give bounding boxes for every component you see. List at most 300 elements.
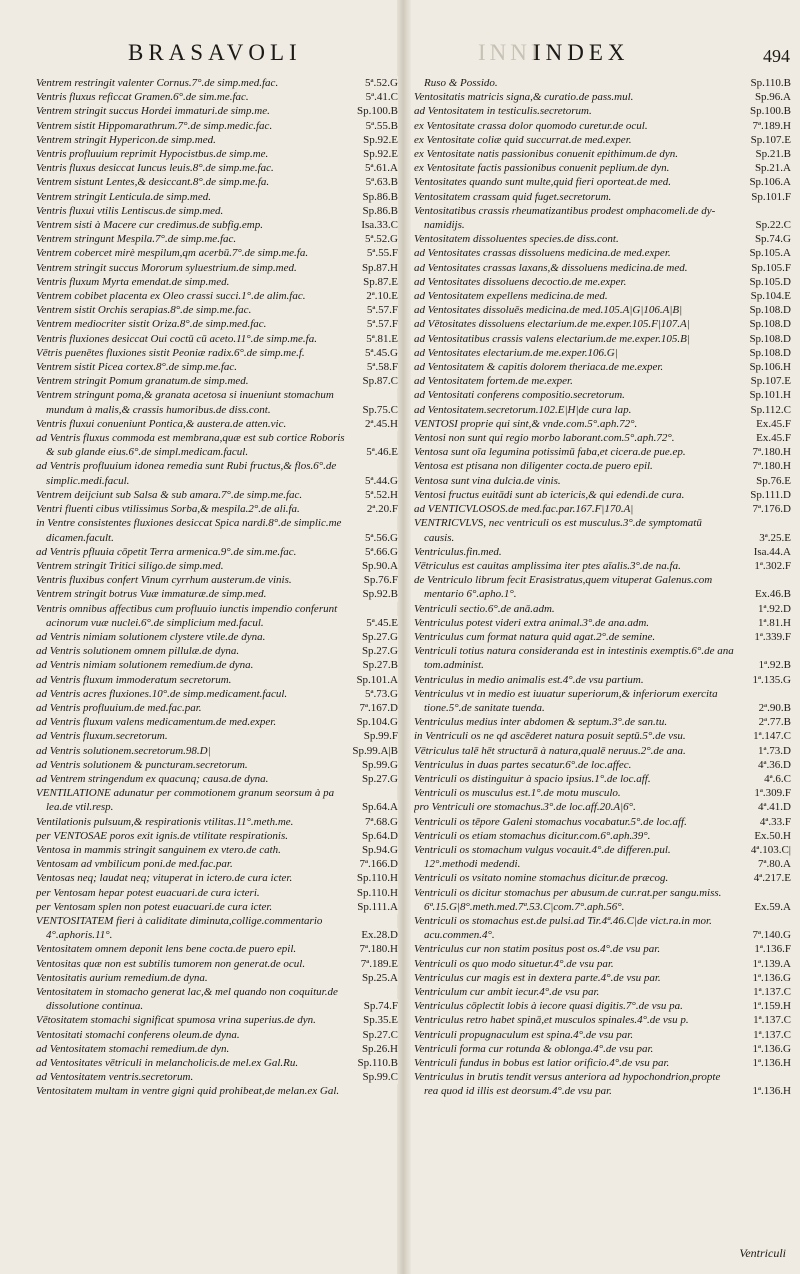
index-entry (36, 786, 398, 800)
right-running-head: INDEX (533, 40, 630, 65)
entry-reference: 1ª.309.F (751, 786, 791, 800)
index-entry (414, 474, 791, 488)
index-entry (36, 772, 398, 786)
entry-text: ad Ventositati conferens compositio.secretorum. (414, 389, 625, 402)
entry-text: Ventilationis pulsuum,& respirationis vtilitas.11°.meth.me. (36, 815, 294, 828)
entry-reference: 7ª.176.D (750, 502, 791, 516)
index-entry (414, 673, 791, 687)
index-entry (36, 687, 398, 701)
index-entry (414, 871, 791, 885)
entry-reference: Sp.96.A (752, 90, 791, 104)
entry-reference: 2ª.45.H (362, 417, 398, 431)
show-through-text: INNI (478, 40, 543, 65)
index-entry (414, 815, 791, 829)
entry-text: Vētositatem stomachi significat spumosa vrina superius.de dyn. (36, 1014, 316, 1027)
index-entry (36, 133, 398, 147)
entry-text: Ventrem sistunt Lentes,& desiccant.8°.de simp.me.fa. (36, 176, 270, 189)
entry-reference: Sp.110.H (354, 871, 398, 885)
index-entry (36, 275, 398, 289)
index-entry (414, 488, 791, 502)
entry-text: ad Ventrem stringendum ex quacunq; causa.de dyna. (36, 772, 269, 785)
entry-text: ad Ventositatem & capitis dolorem theriaca.de me.exper. (414, 361, 664, 374)
entry-reference: Sp.105.A (746, 246, 791, 260)
index-entry (414, 119, 791, 133)
entry-text: Ventosi non sunt qui regio morbo laborant.com.5°.aph.72°. (414, 432, 675, 445)
index-entry (414, 1042, 791, 1056)
entry-reference: 1ª.139.A (750, 957, 791, 971)
index-entry (414, 388, 791, 402)
entry-text: Ventositatem in stomacho generat lac,& mel quando non coquitur.de (36, 986, 338, 998)
catchword: Ventriculi (739, 1246, 786, 1260)
index-entry (414, 701, 791, 715)
entry-text: ad Ventris nimiam solutionem clystere vtile.de dyna. (36, 630, 266, 643)
entry-text: Ventriculus cum format natura quid agat.2°.de semine. (414, 630, 656, 643)
index-entry (36, 204, 398, 218)
entry-reference: 1ª.339.F (751, 630, 791, 644)
entry-text: Ventriculus potest videri extra animal.3°.de ana.adm. (414, 616, 650, 629)
entry-reference: 5ª.41.C (363, 90, 398, 104)
index-entry (414, 445, 791, 459)
index-entry (414, 459, 791, 473)
entry-reference: 4ª.103.C| (748, 843, 791, 857)
entry-text: ad Ventositatibus crassis valens electarium.de me.exper.105.B| (414, 332, 690, 345)
entry-text: Ventosa est ptisana non diligenter cocta.de puero epil. (414, 460, 653, 473)
index-entry (36, 261, 398, 275)
entry-reference: 5ª.56.G (362, 531, 398, 545)
index-entry (414, 573, 791, 587)
index-entry (36, 289, 398, 303)
entry-text: simplic.medi.facul. (46, 474, 130, 487)
entry-text: Ventosam ad vmbilicum poni.de med.fac.par. (36, 858, 233, 871)
index-entry (36, 942, 398, 956)
entry-text: in Ventre consistentes fluxiones desiccat Spica nardi.8°.de simplic.me (36, 517, 342, 530)
entry-text: Ventrem stringit Hypericon.de simp.med. (36, 133, 216, 146)
index-entry (36, 374, 398, 388)
entry-text: Ventrem sistit Orchis serapias.8°.de simp.me.fac. (36, 304, 252, 317)
entry-text: ad Ventris profluuium idonea remedia sunt Rubi fructus,& flos.6°.de (36, 460, 337, 473)
index-entry (414, 161, 791, 175)
entry-reference: Sp.92.E (360, 133, 398, 147)
entry-reference: 5ª.52.G (362, 76, 398, 90)
entry-reference: Sp.87.E (360, 275, 398, 289)
entry-reference: 5ª.44.G (362, 474, 398, 488)
index-entry (36, 488, 398, 502)
index-entry (414, 204, 791, 218)
entry-text: Ventositatem crassam quid fuget.secretorum. (414, 190, 612, 203)
entry-reference: 7ª.180.H (750, 459, 791, 473)
entry-reference: 7ª.189.E (358, 957, 398, 971)
index-entry (36, 104, 398, 118)
entry-reference: Sp.106.H (746, 360, 791, 374)
entry-text: Ventrem stringit succus Mororum syluestrium.de simp.med. (36, 261, 297, 274)
entry-reference: Sp.27.C (360, 1028, 398, 1042)
entry-text: Ventosa in mammis stringit sanguinem ex vtero.de cath. (36, 843, 281, 856)
entry-reference: Sp.99.G (359, 758, 398, 772)
entry-text: Ventosa sunt vina dulcia.de vinis. (414, 474, 561, 487)
entry-text: Ventrem stringit succus Hordei immaturi.de simp.me. (36, 105, 270, 118)
entry-reference: Sp.110.B (747, 76, 791, 90)
entry-reference: 1ª.159.H (750, 999, 791, 1013)
entry-reference: Sp.26.H (359, 1042, 398, 1056)
entry-text: Ventositates quando sunt multe,quid fieri oporteat.de med. (414, 176, 671, 189)
entry-reference: Sp.108.D (746, 332, 791, 346)
entry-reference: 5ª.45.G (362, 346, 398, 360)
entry-reference: 5ª.52.H (362, 488, 398, 502)
entry-reference: 1ª.147.C (750, 729, 791, 743)
index-entry (36, 76, 398, 90)
entry-reference: 7ª.167.D (357, 701, 398, 715)
entry-reference: 5ª.55.B (363, 119, 398, 133)
index-entry (36, 459, 398, 473)
entry-reference: 7ª.140.G (750, 928, 791, 942)
index-entry (36, 445, 398, 459)
entry-text: Ventriculus retro habet spinā,et musculos spinales.4°.de vsu p. (414, 1014, 689, 1027)
entry-reference: Sp.90.A (359, 559, 398, 573)
entry-reference: Sp.106.A (746, 175, 791, 189)
entry-reference: Sp.111.A (354, 900, 398, 914)
index-entry (36, 119, 398, 133)
index-entry (36, 190, 398, 204)
index-entry (414, 999, 791, 1013)
entry-text: Ventosa sunt oīa legumina potissimū faba,et cicera.de pue.ep. (414, 446, 686, 459)
entry-text: ad Ventositates dissoluēs medicina.de med.105.A|G|106.A|B| (414, 304, 683, 317)
entry-text: Ventrem stringit Lenticula.de simp.med. (36, 190, 211, 203)
entry-text: Ventositas quæ non est subtilis tumorem non generat.de ocul. (36, 957, 306, 970)
entry-text: lea.de vtil.resp. (46, 801, 114, 814)
entry-text: Ventrem deijciunt sub Salsa & sub amara.7°.de simp.me.fac. (36, 488, 303, 501)
entry-reference: Ex.45.F (753, 417, 791, 431)
entry-text: Ventrem restringit valenter Cornus.7°.de simp.med.fac. (36, 77, 279, 89)
entry-reference: Sp.101.H (746, 388, 791, 402)
index-entry (414, 516, 791, 530)
entry-text: Ventriculi os stomachum vulgus vocauit.4°.de differen.pul. (414, 843, 671, 856)
index-entry (36, 1013, 398, 1027)
entry-text: Ruso & Possido. (424, 77, 498, 89)
index-entry (36, 829, 398, 843)
entry-text: Ventris fluxui vtilis Lentiscus.de simp.med. (36, 204, 224, 217)
index-entry (36, 147, 398, 161)
entry-reference: 1ª.92.D (755, 602, 791, 616)
index-entry (36, 346, 398, 360)
index-entry (414, 957, 791, 971)
index-entry (36, 715, 398, 729)
entry-reference: 1ª.81.H (755, 616, 791, 630)
entry-reference: Sp.21.A (752, 161, 791, 175)
index-entry (414, 104, 791, 118)
entry-reference: Ex.45.F (753, 431, 791, 445)
index-entry (414, 658, 791, 672)
entry-reference: Sp.99.A|B (349, 744, 398, 758)
left-running-head: BRASAVOLI (128, 40, 302, 65)
entry-text: Ventositatem multam in ventre gigni quid prohibeat,de melan.ex Gal. (36, 1085, 340, 1098)
index-entry (36, 303, 398, 317)
index-entry (414, 360, 791, 374)
entry-reference: 5ª.45.E (363, 616, 398, 630)
entry-text: ex Ventositate factis passionibus conuenit peplium.de dyn. (414, 162, 670, 175)
index-entry (414, 417, 791, 431)
entry-text: Ventri fluenti cibus vtilissimus Sorba,& mespila.2°.de ali.fa. (36, 503, 300, 516)
entry-reference: Sp.86.B (360, 204, 398, 218)
entry-text: Ventriculi os dicitur stomachus per abusum.de cur.rat.per sangu.miss. (414, 886, 722, 899)
entry-text: pro Ventriculi ore stomachus.3°.de loc.aff.20.A|6°. (414, 801, 636, 814)
entry-reference: Sp.110.B (354, 1056, 398, 1070)
entry-text: de Ventriculo librum fecit Erasistratus,quem vituperat Galenus.com (414, 574, 713, 587)
entry-reference: Ex.46.B (752, 587, 791, 601)
index-entry (36, 744, 398, 758)
entry-text: Ventrem sistit Picea cortex.8°.de simp.me.fac. (36, 361, 238, 374)
entry-reference: Sp.107.E (748, 133, 791, 147)
entry-reference: 1ª.137.C (750, 1028, 791, 1042)
index-entry (414, 275, 791, 289)
index-entry (36, 658, 398, 672)
entry-text: Ventris profluuium reprimit Hypocistbus.de simp.me. (36, 148, 269, 161)
entry-text: dissolutione continua. (46, 1000, 144, 1013)
entry-reference: Sp.108.D (746, 303, 791, 317)
entry-text: ad Ventositates crassas laxans,& dissoluens medicina.de med. (414, 261, 688, 274)
entry-reference: 5ª.81.E (363, 332, 398, 346)
entry-reference: Ex.50.H (751, 829, 791, 843)
index-entry (414, 346, 791, 360)
entry-text: Ventositatem dissoluentes species.de diss.cont. (414, 233, 619, 246)
entry-text: Ventriculi sectio.6°.de anā.adm. (414, 602, 555, 615)
entry-text: & sub glande eius.6°.de simpl.medicam.facul. (46, 446, 249, 459)
index-entry (414, 971, 791, 985)
entry-text: Ventriculi os quo modo situetur.4°.de vsu par. (414, 957, 614, 970)
entry-text: Vētriculus talē hēt structurā à natura,qualē neruus.2°.de ana. (414, 744, 686, 757)
entry-text: Vētris puenētes fluxiones sistit Peoniæ radix.6°.de simp.me.f. (36, 346, 305, 359)
entry-reference: 1ª.136.H (750, 1056, 791, 1070)
entry-reference: 7ª.80.A (755, 857, 791, 871)
index-entry (36, 246, 398, 260)
entry-text: Ventris fluxus reficcat Gramen.6°.de sim.me.fac. (36, 91, 249, 104)
entry-text: namidijs. (424, 219, 465, 232)
index-entry (36, 388, 398, 402)
index-entry (36, 559, 398, 573)
entry-reference: 5ª.57.F (364, 303, 398, 317)
entry-text: Ventriculi os stomachus est.de pulsi.ad Tir.4ª.46.C|de vict.ra.in mor. (414, 914, 712, 927)
index-entry (36, 161, 398, 175)
index-entry (414, 289, 791, 303)
index-entry (414, 1028, 791, 1042)
index-entry (36, 843, 398, 857)
entry-reference: 1ª.92.B (756, 658, 791, 672)
entry-text: ad Ventositatem in testiculis.secretorum. (414, 105, 592, 118)
index-entry (414, 687, 791, 701)
entry-text: Ventosas neq; laudat neq; vituperat in ictero.de cura icter. (36, 872, 293, 885)
left-index-column (36, 76, 398, 1099)
index-entry (36, 90, 398, 104)
entry-text: rea quod id illis est deorsum.4°.de vsu par. (424, 1085, 612, 1098)
entry-text: per Ventosam splen non potest euacuari.de cura icter. (36, 900, 273, 913)
entry-reference: Sp.76.F (361, 573, 398, 587)
index-entry (36, 602, 398, 616)
entry-text: Ventositatis matricis signa,& curatio.de pass.mul. (414, 91, 634, 104)
entry-text: Ventris fluxui conueniunt Pontica,& austera.de atten.vic. (36, 417, 287, 430)
entry-text: Ventrem cobercet mirè mespilum,qm acerbū.7°.de simp.me.fa. (36, 247, 309, 260)
index-entry (414, 1070, 791, 1084)
index-entry (36, 914, 398, 928)
index-entry (36, 985, 398, 999)
entry-reference: 5ª.66.G (362, 545, 398, 559)
entry-reference: Sp.35.E (360, 1013, 398, 1027)
entry-text: ad Ventris nimiam solutionem remedium.de dyna. (36, 659, 254, 672)
entry-reference: 4ª.217.E (751, 871, 791, 885)
index-entry (414, 900, 791, 914)
entry-reference: 7ª.180.H (750, 445, 791, 459)
entry-text: Ventriculi os musculus est.1°.de motu musculo. (414, 787, 621, 800)
entry-reference: Sp.105.F (748, 261, 791, 275)
entry-reference: 2ª.20.F (364, 502, 398, 516)
entry-text: 6ª.15.G|8°.meth.med.7ª.53.C|com.7°.aph.56°. (424, 900, 625, 913)
entry-text: ex Ventositate crassa dolor quomodo curetur.de ocul. (414, 119, 648, 132)
index-entry (36, 1056, 398, 1070)
index-entry (36, 531, 398, 545)
entry-text: ad Ventris fluxum immoderatum secretorum. (36, 673, 232, 686)
entry-reference: 4ª.36.D (755, 758, 791, 772)
entry-text: Ventrem stringit Tritici siligo.de simp.med. (36, 559, 224, 572)
entry-text: 12°.methodi medendi. (424, 858, 521, 871)
entry-reference: Sp.92.E (360, 147, 398, 161)
entry-reference: 1ª.137.C (750, 1013, 791, 1027)
index-entry (36, 232, 398, 246)
entry-reference: Sp.76.E (753, 474, 791, 488)
entry-reference: 1ª.136.H (750, 1084, 791, 1098)
index-entry (414, 374, 791, 388)
entry-text: ad Ventris solutionem.secretorum.98.D| (36, 744, 211, 757)
entry-text: ad Ventositatem fortem.de me.exper. (414, 375, 573, 388)
entry-text: Ventrem stringunt poma,& granata acetosa si inueniunt stomachum (36, 389, 334, 402)
index-entry (36, 587, 398, 601)
entry-text: Ventrem stringit Pomum granatum.de simp.med. (36, 375, 249, 388)
index-entry (414, 616, 791, 630)
entry-reference: 1ª.136.F (751, 942, 791, 956)
index-entry (414, 829, 791, 843)
entry-text: Ventris omnibus affectibus cum profluuio iunctis impendio conferunt (36, 602, 338, 615)
entry-reference: 7ª.166.D (357, 857, 398, 871)
entry-reference: 2ª.90.B (756, 701, 791, 715)
entry-text: Ventositatibus crassis rheumatizantibus prodest omphacomeli.de dy- (414, 204, 716, 217)
index-entry (414, 190, 791, 204)
index-entry (414, 729, 791, 743)
entry-reference: Sp.21.B (753, 147, 791, 161)
index-entry (414, 147, 791, 161)
entry-text: ex Ventositate natis passionibus conuenit epithimum.de dyn. (414, 148, 678, 161)
index-entry (414, 800, 791, 814)
index-entry (36, 758, 398, 772)
entry-reference: Sp.110.H (354, 886, 398, 900)
entry-text: Ventriculus cōplectit lobis à iecore quasi digitis.7°.de vsu pa. (414, 1000, 683, 1013)
index-entry (414, 559, 791, 573)
entry-text: ad VENTICVLOSOS.de med.fac.par.167.F|170.A| (414, 503, 634, 516)
entry-text: Ventriculi os etiam stomachus dicitur.com.6°.aph.39°. (414, 829, 651, 842)
entry-text: Ventriculi fundus in bobus est latior orificio.4°.de vsu par. (414, 1057, 670, 1070)
index-entry (36, 800, 398, 814)
entry-text: Ventriculus vt in medio est iuuatur superiorum,& inferiorum exercita (414, 687, 718, 700)
index-entry (36, 175, 398, 189)
index-entry (36, 630, 398, 644)
index-entry (414, 886, 791, 900)
entry-reference: 4ª.6.C (761, 772, 791, 786)
entry-reference: 2ª.10.E (363, 289, 398, 303)
index-entry (414, 630, 791, 644)
entry-text: ad Ventris fluxus commoda est membrana,quæ est sub cortice Roboris (36, 432, 345, 445)
entry-reference: Sp.64.D (359, 829, 398, 843)
entry-reference: Sp.27.G (359, 644, 398, 658)
index-entry (36, 886, 398, 900)
entry-text: Ventriculi propugnaculum est spina.4°.de vsu par. (414, 1028, 634, 1041)
entry-reference: Sp.74.F (361, 999, 398, 1013)
index-entry (36, 1084, 398, 1098)
entry-text: acinorum vuæ nuclei.6°.de simplicium med.facul. (46, 616, 264, 629)
entry-reference: 1ª.73.D (755, 744, 791, 758)
entry-text: VENTOSI proprie qui sint,& vnde.com.5°.aph.72°. (414, 417, 638, 430)
entry-text: Ventrem sisti à Macere cur credimus.de subfig.emp. (36, 219, 263, 232)
index-entry (414, 942, 791, 956)
index-entry (414, 1013, 791, 1027)
index-entry (36, 900, 398, 914)
index-entry (36, 701, 398, 715)
index-entry (414, 246, 791, 260)
index-entry (414, 587, 791, 601)
entry-reference: Sp.75.C (360, 403, 398, 417)
index-entry (414, 843, 791, 857)
index-entry (36, 573, 398, 587)
index-entry (414, 545, 791, 559)
entry-text: ad Ventris acres fluxiones.10°.de simp.medicament.facul. (36, 687, 288, 700)
entry-reference: 4ª.33.F (757, 815, 791, 829)
index-entry (414, 332, 791, 346)
index-entry (36, 928, 398, 942)
entry-text: ad Ventositates electarium.de me.exper.106.G| (414, 346, 618, 359)
index-entry (36, 644, 398, 658)
entry-text: dicamen.facult. (46, 531, 114, 544)
index-entry (36, 474, 398, 488)
entry-reference: Sp.108.D (746, 317, 791, 331)
entry-text: mentario 6°.apho.1°. (424, 588, 517, 601)
entry-reference: Sp.104.E (748, 289, 791, 303)
index-entry (36, 332, 398, 346)
entry-reference: 3ª.25.E (756, 531, 791, 545)
index-entry (36, 317, 398, 331)
entry-reference: Sp.107.E (748, 374, 791, 388)
entry-reference: Sp.86.B (360, 190, 398, 204)
entry-reference: Sp.92.B (360, 587, 398, 601)
entry-text: VENTRICVLVS, nec ventriculi os est musculus.3°.de symptomatū (414, 517, 702, 530)
entry-reference: 5ª.73.G (362, 687, 398, 701)
entry-reference: 5ª.52.G (362, 232, 398, 246)
index-entry (414, 431, 791, 445)
index-entry (36, 999, 398, 1013)
entry-text: VENTILATIONE adunatur per commotionem granum seorsum à pa (36, 787, 335, 800)
index-entry (414, 644, 791, 658)
entry-reference: 2ª.77.B (756, 715, 791, 729)
entry-reference: Sp.99.F (361, 729, 398, 743)
entry-text: Ventriculi os distinguitur à spacio ipsius.1°.de loc.aff. (414, 772, 651, 785)
entry-text: Ventris fluxibus confert Vinum cyrrhum austerum.de vinis. (36, 574, 292, 587)
index-entry (36, 218, 398, 232)
entry-reference: 7ª.68.G (362, 815, 398, 829)
entry-text: ad Ventositates dissoluens decoctio.de me.exper. (414, 275, 627, 288)
index-entry (414, 133, 791, 147)
entry-text: 4°.aphoris.11°. (46, 929, 113, 942)
entry-text: Ventriculi os vsitato nomine stomachus dicitur.de præcog. (414, 872, 669, 885)
entry-text: per VENTOSAE poros exit ignis.de vtilitate respirationis. (36, 829, 288, 842)
entry-text: ad Ventris pfluuia cōpetit Terra armenica.9°.de sim.me.fac. (36, 545, 297, 558)
entry-text: ad Ventris solutionem omnem pillulæ.de dyna. (36, 645, 240, 658)
index-entry (414, 90, 791, 104)
entry-reference: 5ª.63.B (363, 175, 398, 189)
entry-text: ad Ventris fluxum.secretorum. (36, 730, 168, 743)
